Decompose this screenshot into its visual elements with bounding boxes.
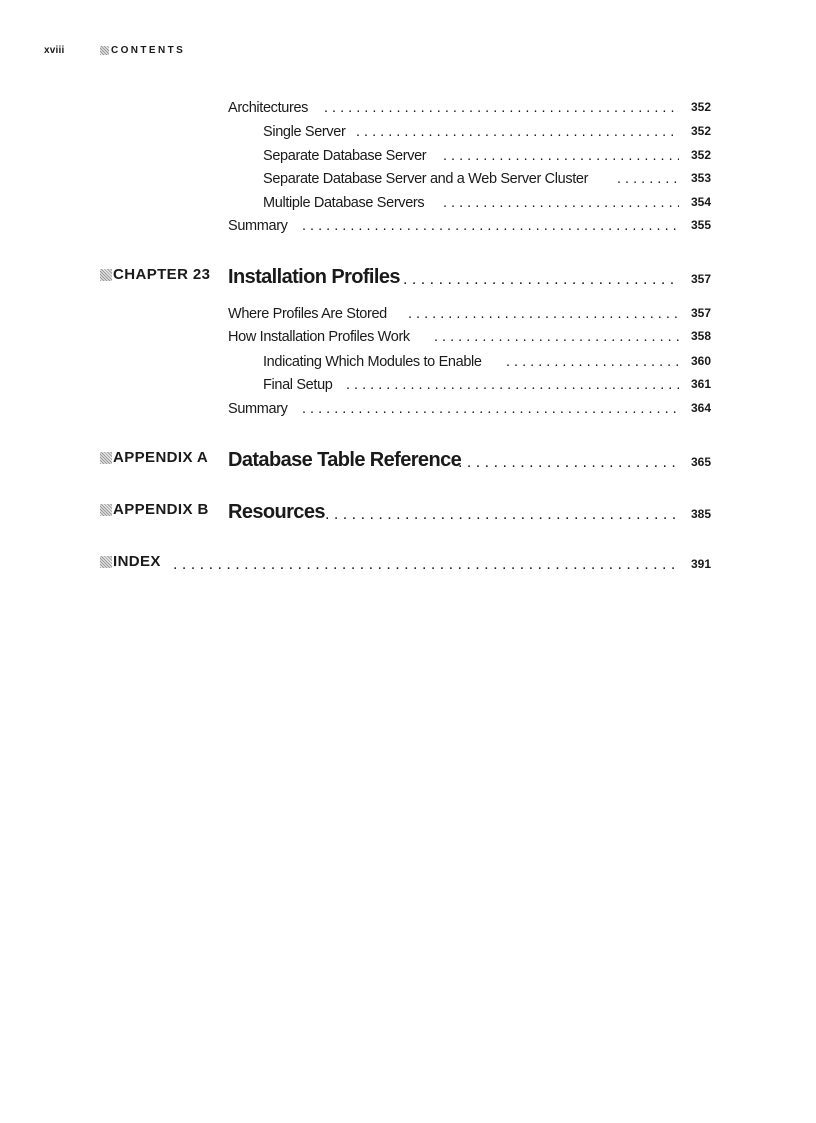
toc-entry-page: 365	[690, 455, 711, 469]
toc-entry-page: 391	[690, 557, 711, 571]
chapter-tag	[100, 266, 210, 283]
toc-entry-page: 352	[690, 148, 711, 162]
toc-entry-page: 357	[690, 306, 711, 320]
toc-entry-page: 354	[690, 195, 711, 209]
toc-entry-page: 355	[690, 218, 711, 232]
toc-entry-label: Multiple Database Servers	[263, 195, 425, 211]
dot-leader	[324, 100, 679, 116]
toc-entry-label: Single Server	[263, 124, 346, 140]
index-tag	[100, 553, 161, 570]
dot-leader	[617, 171, 679, 187]
hatch-ornament-icon	[100, 452, 112, 464]
dot-leader	[302, 218, 679, 234]
hatch-ornament-icon	[100, 46, 109, 55]
dot-leader	[346, 377, 679, 393]
dot-leader	[325, 506, 679, 524]
section-title: CONTENTS	[111, 44, 186, 56]
hatch-ornament-icon	[100, 556, 112, 568]
toc-entry-page: 361	[690, 377, 711, 391]
toc-entry-page: 358	[690, 329, 711, 343]
dot-leader	[434, 329, 679, 345]
chapter-title: Installation Profiles	[228, 266, 400, 288]
toc-entry-label: Summary	[228, 218, 288, 234]
dot-leader	[403, 271, 679, 289]
dot-leader	[506, 354, 679, 370]
toc-entry-label: Where Profiles Are Stored	[228, 306, 387, 322]
appendix-title: Resources	[228, 501, 325, 523]
toc-entry-page: 357	[690, 272, 711, 286]
hatch-ornament-icon	[100, 269, 112, 281]
toc-entry-label: How Installation Profiles Work	[228, 329, 410, 345]
appendix-title: Database Table Reference	[228, 449, 462, 471]
toc-entry-page: 353	[690, 171, 711, 185]
hatch-ornament-icon	[100, 504, 112, 516]
toc-entry-page: 352	[690, 124, 711, 138]
dot-leader	[443, 148, 679, 164]
toc-entry-label: Separate Database Server and a Web Server Cluster	[263, 171, 589, 187]
toc-entry-label: Indicating Which Modules to Enable	[263, 354, 482, 370]
toc-entry-label: Separate Database Server	[263, 148, 427, 164]
dot-leader	[356, 124, 679, 140]
appendix-tag	[100, 501, 209, 518]
appendix-letter: APPENDIX B	[113, 501, 209, 518]
appendix-letter: APPENDIX A	[113, 449, 209, 466]
toc-entry-label: Final Setup	[263, 377, 333, 393]
dot-leader	[443, 195, 679, 211]
dot-leader	[408, 306, 679, 322]
page-folio: xviii	[44, 44, 65, 56]
index-label: INDEX	[113, 553, 161, 570]
toc-entry-page: 360	[690, 354, 711, 368]
chapter-number: CHAPTER 23	[113, 266, 211, 283]
toc-entry-page: 385	[690, 507, 711, 521]
toc-entry-page: 364	[690, 401, 711, 415]
dot-leader	[458, 454, 679, 472]
toc-entry-label: Architectures	[228, 100, 309, 116]
running-header	[44, 43, 185, 57]
dot-leader	[173, 556, 679, 574]
toc-entry-page: 352	[690, 100, 711, 114]
dot-leader	[302, 401, 679, 417]
toc-entry-label: Summary	[228, 401, 288, 417]
appendix-tag	[100, 449, 208, 466]
